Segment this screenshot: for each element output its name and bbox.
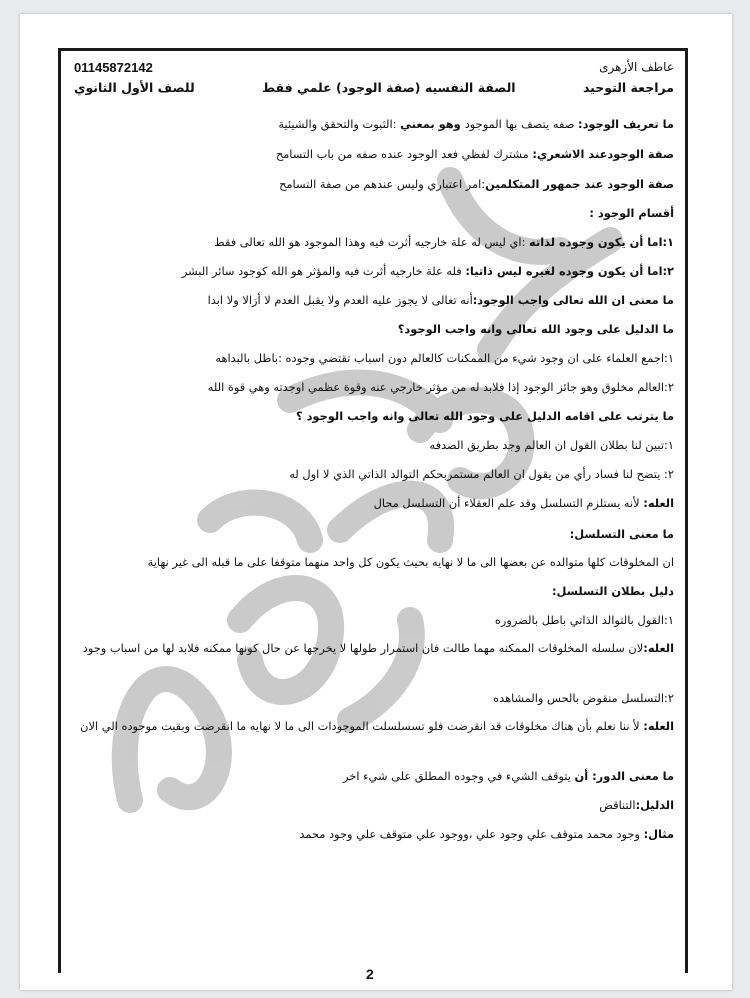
- subject-title: مراجعة التوحيد: [582, 80, 674, 95]
- paragraph-line: ان المخلوقات كلها متوالده عن بعضها الى ما لا نهايه بحيث يكون كل واحد منهما متوقفا على ما قبله الى غير نهاية: [147, 555, 674, 569]
- section-heading: ما يترتب على اقامه الدليل على وجود الله تعالى وانه واجب الوجود ؟: [296, 409, 674, 423]
- list-item: ٢:اما أن يكون وجوده لغيره ليس ذاتيا: فله علة خارجيه أثرت فيه والمؤثر هو الله كوجود سائر البشر: [181, 264, 674, 278]
- section-heading: ما الدليل على وجود الله تعالى وانه واجب الوجود؟: [397, 322, 674, 336]
- section-heading: دليل بطلان التسلسل:: [552, 584, 674, 598]
- header-top-row: [74, 60, 674, 80]
- list-item: ١:اجمع العلماء على ان وجود شيء من الممكنات كالعالم دون اسباب تقتضي وجوده :باطل بالبداهه: [215, 351, 674, 365]
- section-heading: ما معنى التسلسل:: [569, 527, 674, 541]
- proof-line: الدليل:التناقض: [599, 798, 674, 812]
- list-item: ١:اما أن يكون وجوده لذاته :اي ليس له علة خارجيه أثرت فيه وهذا الموجود هو الله تعالى فقط: [214, 235, 674, 249]
- list-item: ١:تبين لنا بطلان القول ان العالم وجد بطريق الصدفه: [429, 438, 674, 452]
- list-item: ٢: يتضح لنا فساد رأي من يقول ان العالم مستمربحكم التوالد الذاتي الذي لا اول له: [289, 467, 674, 481]
- lesson-title: الصفة النفسيه (صفة الوجود) علمي فقط: [262, 80, 516, 95]
- header-title-row: [74, 80, 674, 102]
- mutakallimin-line: صفة الوجود عند جمهور المتكلمين:امر اعتباري وليس عندهم من صفة التسامح: [279, 177, 674, 191]
- list-item: ١:القول بالتوالد الذاتي باطل بالضروره: [494, 613, 674, 627]
- grade-title: للصف الأول الثانوي: [74, 80, 195, 95]
- list-item: ٢:التسلسل منقوض بالحس والمشاهده: [493, 691, 674, 705]
- definition-line: ما تعريف الوجود: صفه يتصف بها الموجود وهو بمعني :الثبوت والتحقق والشيئية: [278, 117, 674, 131]
- section-heading: أقسام الوجود :: [589, 206, 674, 220]
- question-line: ما معنى الدور: أن يتوقف الشيء في وجوده المطلق على شيء اخر: [343, 769, 674, 783]
- ashari-line: صفة الوجودعند الاشعري: مشترك لفظي فعد الوجود عنده صفه من باب التسامح: [275, 147, 674, 161]
- phone-number: 01145872142: [74, 60, 153, 75]
- question-line: ما معنى ان الله تعالى واجب الوجود:أنه تعالى لا يجوز عليه العدم ولا يقبل العدم لا أزالا ولا ابدا: [207, 293, 674, 307]
- list-item: ٢:العالم مخلوق وهو جائز الوجود إذا فلابد له من مؤثر خارجي عنه وقوة عظمي اوجدته وهي قوة الله: [207, 380, 674, 394]
- page-number: 2: [366, 966, 374, 982]
- reason-line: العله:لان سلسله المخلوقات الممكنه مهما طالت فان استمرار طولها لا يخرجها عن حال كونها ممكنه فلابد لها من اسباب وجود: [82, 641, 674, 655]
- document-content: [74, 60, 674, 841]
- reason-line: العله: لأنه يستلزم التسلسل وقد علم العقلاء أن التسلسل محال: [373, 496, 674, 510]
- reason-line: العله: لأ ننا نعلم بأن هناك مخلوقات قد انقرضت فلو تسسلسلت الموجودات الى ما لا نهايه ما انقرضت وبقيت موجوده الي الان: [80, 719, 674, 733]
- example-line: مثال: وجود محمد متوقف علي وجود علي ،ووجود علي متوقف علي وجود محمد: [299, 827, 674, 841]
- author-name: عاطف الأزهرى: [599, 60, 674, 74]
